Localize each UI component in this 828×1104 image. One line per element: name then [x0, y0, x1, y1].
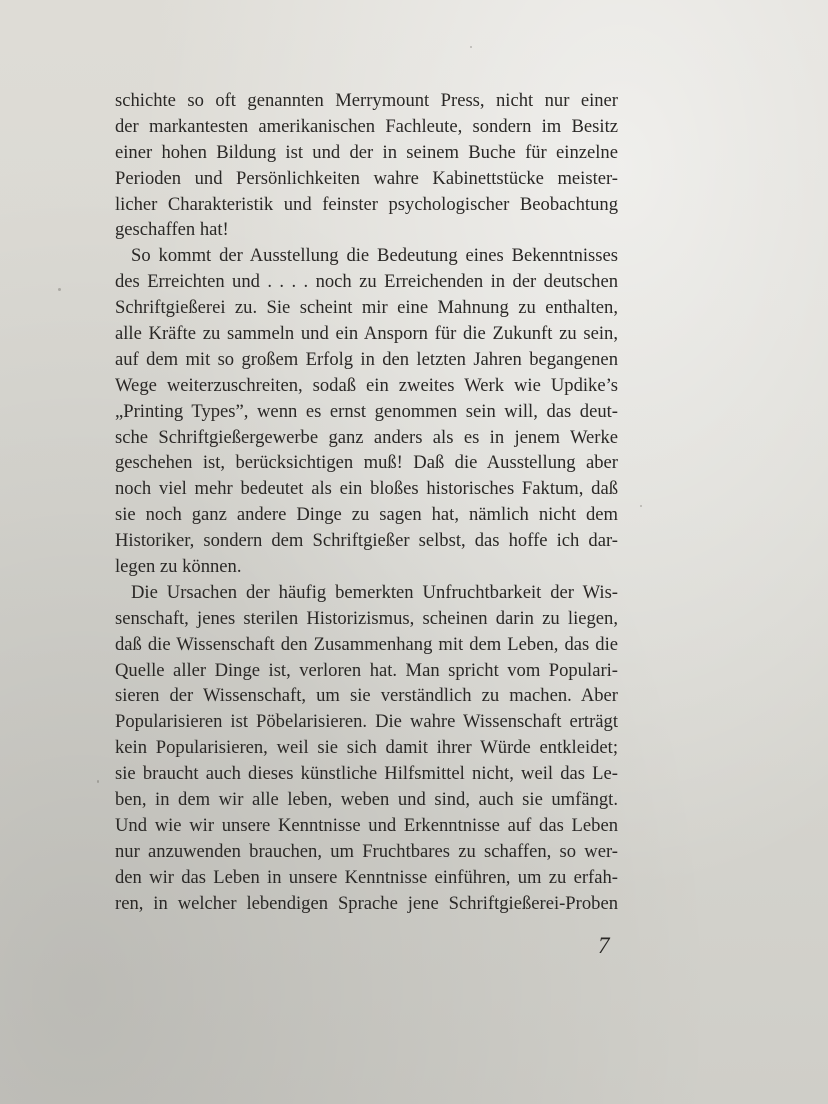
text-line: auf dem mit so großem Erfolg in den letzten Jahren begangenen [115, 348, 618, 370]
text-line: Historiker, sondern dem Schriftgießer selbst, das hoffe ich dar- [115, 530, 618, 552]
text-line: noch viel mehr bedeutet als ein bloßes historisches Faktum, daß [115, 478, 618, 500]
text-line: einer hohen Bildung ist und der in seinem Buche für einzelne [115, 141, 618, 163]
text-line: Schriftgießerei zu. Sie scheint mir eine Mahnung zu enthalten, [115, 297, 618, 319]
text-line: legen zu können. [115, 556, 242, 578]
text-line: schichte so oft genannten Merrymount Press, nicht nur einer [115, 90, 618, 111]
text-line: Und wie wir unsere Kenntnisse und Erkenntnisse auf das Leben [115, 814, 618, 836]
text-line: Popularisieren ist Pöbelarisieren. Die wahre Wissenschaft erträgt [115, 711, 618, 733]
text-line: alle Kräfte zu sammeln und ein Ansporn für die Zukunft zu sein, [115, 323, 618, 345]
text-line: licher Charakteristik und feinster psychologischer Beobachtung [115, 193, 618, 215]
paper-speck [640, 505, 642, 507]
text-line: der markantesten amerikanischen Fachleute, sondern im Besitz [115, 115, 618, 137]
paper-speck [97, 780, 99, 783]
text-line: daß die Wissenschaft den Zusammenhang mit dem Leben, das die [115, 633, 618, 655]
text-line: des Erreichten und . . . . noch zu Erreichenden in der deutschen [115, 271, 618, 293]
text-line: ren, in welcher lebendigen Sprache jene Schriftgießerei-Proben [115, 892, 618, 914]
text-line: Perioden und Persönlichkeiten wahre Kabinettstücke meister- [115, 167, 618, 189]
text-line: sieren der Wissenschaft, um sie verständlich zu machen. Aber [115, 685, 618, 707]
text-line: geschehen ist, berücksichtigen muß! Daß die Ausstellung aber [115, 452, 618, 474]
body-text [115, 88, 618, 917]
text-line: So kommt der Ausstellung die Bedeutung eines Bekenntnisses [131, 245, 618, 267]
paper-speck [470, 46, 472, 48]
text-line: „Printing Types”, wenn es ernst genommen sein will, das deut- [115, 400, 618, 422]
text-line: sie braucht auch dieses künstliche Hilfsmittel nicht, weil das Le- [115, 763, 618, 785]
text-line: Quelle aller Dinge ist, verloren hat. Man spricht vom Populari- [115, 659, 618, 681]
text-line: sche Schriftgießergewerbe ganz anders als es in jenem Werke [115, 426, 618, 448]
text-line: den wir das Leben in unsere Kenntnisse einführen, um zu erfah- [115, 866, 618, 888]
page-number: 7 [598, 933, 610, 958]
paper-speck [58, 288, 61, 291]
text-line: Wege weiterzuschreiten, sodaß ein zweites Werk wie Updike’s [115, 374, 618, 396]
text-line: nur anzuwenden brauchen, um Fruchtbares zu schaffen, so wer- [115, 840, 618, 862]
text-line: kein Popularisieren, weil sie sich damit ihrer Würde entkleidet; [115, 737, 618, 759]
text-line: sie noch ganz andere Dinge zu sagen hat, nämlich nicht dem [115, 504, 618, 526]
text-line: senschaft, jenes sterilen Historizismus, scheinen darin zu liegen, [115, 607, 618, 629]
text-line: ben, in dem wir alle leben, weben und sind, auch sie umfängt. [115, 789, 618, 811]
text-line: geschaffen hat! [115, 219, 229, 241]
text-line: Die Ursachen der häufig bemerkten Unfruchtbarkeit der Wis- [131, 581, 618, 603]
